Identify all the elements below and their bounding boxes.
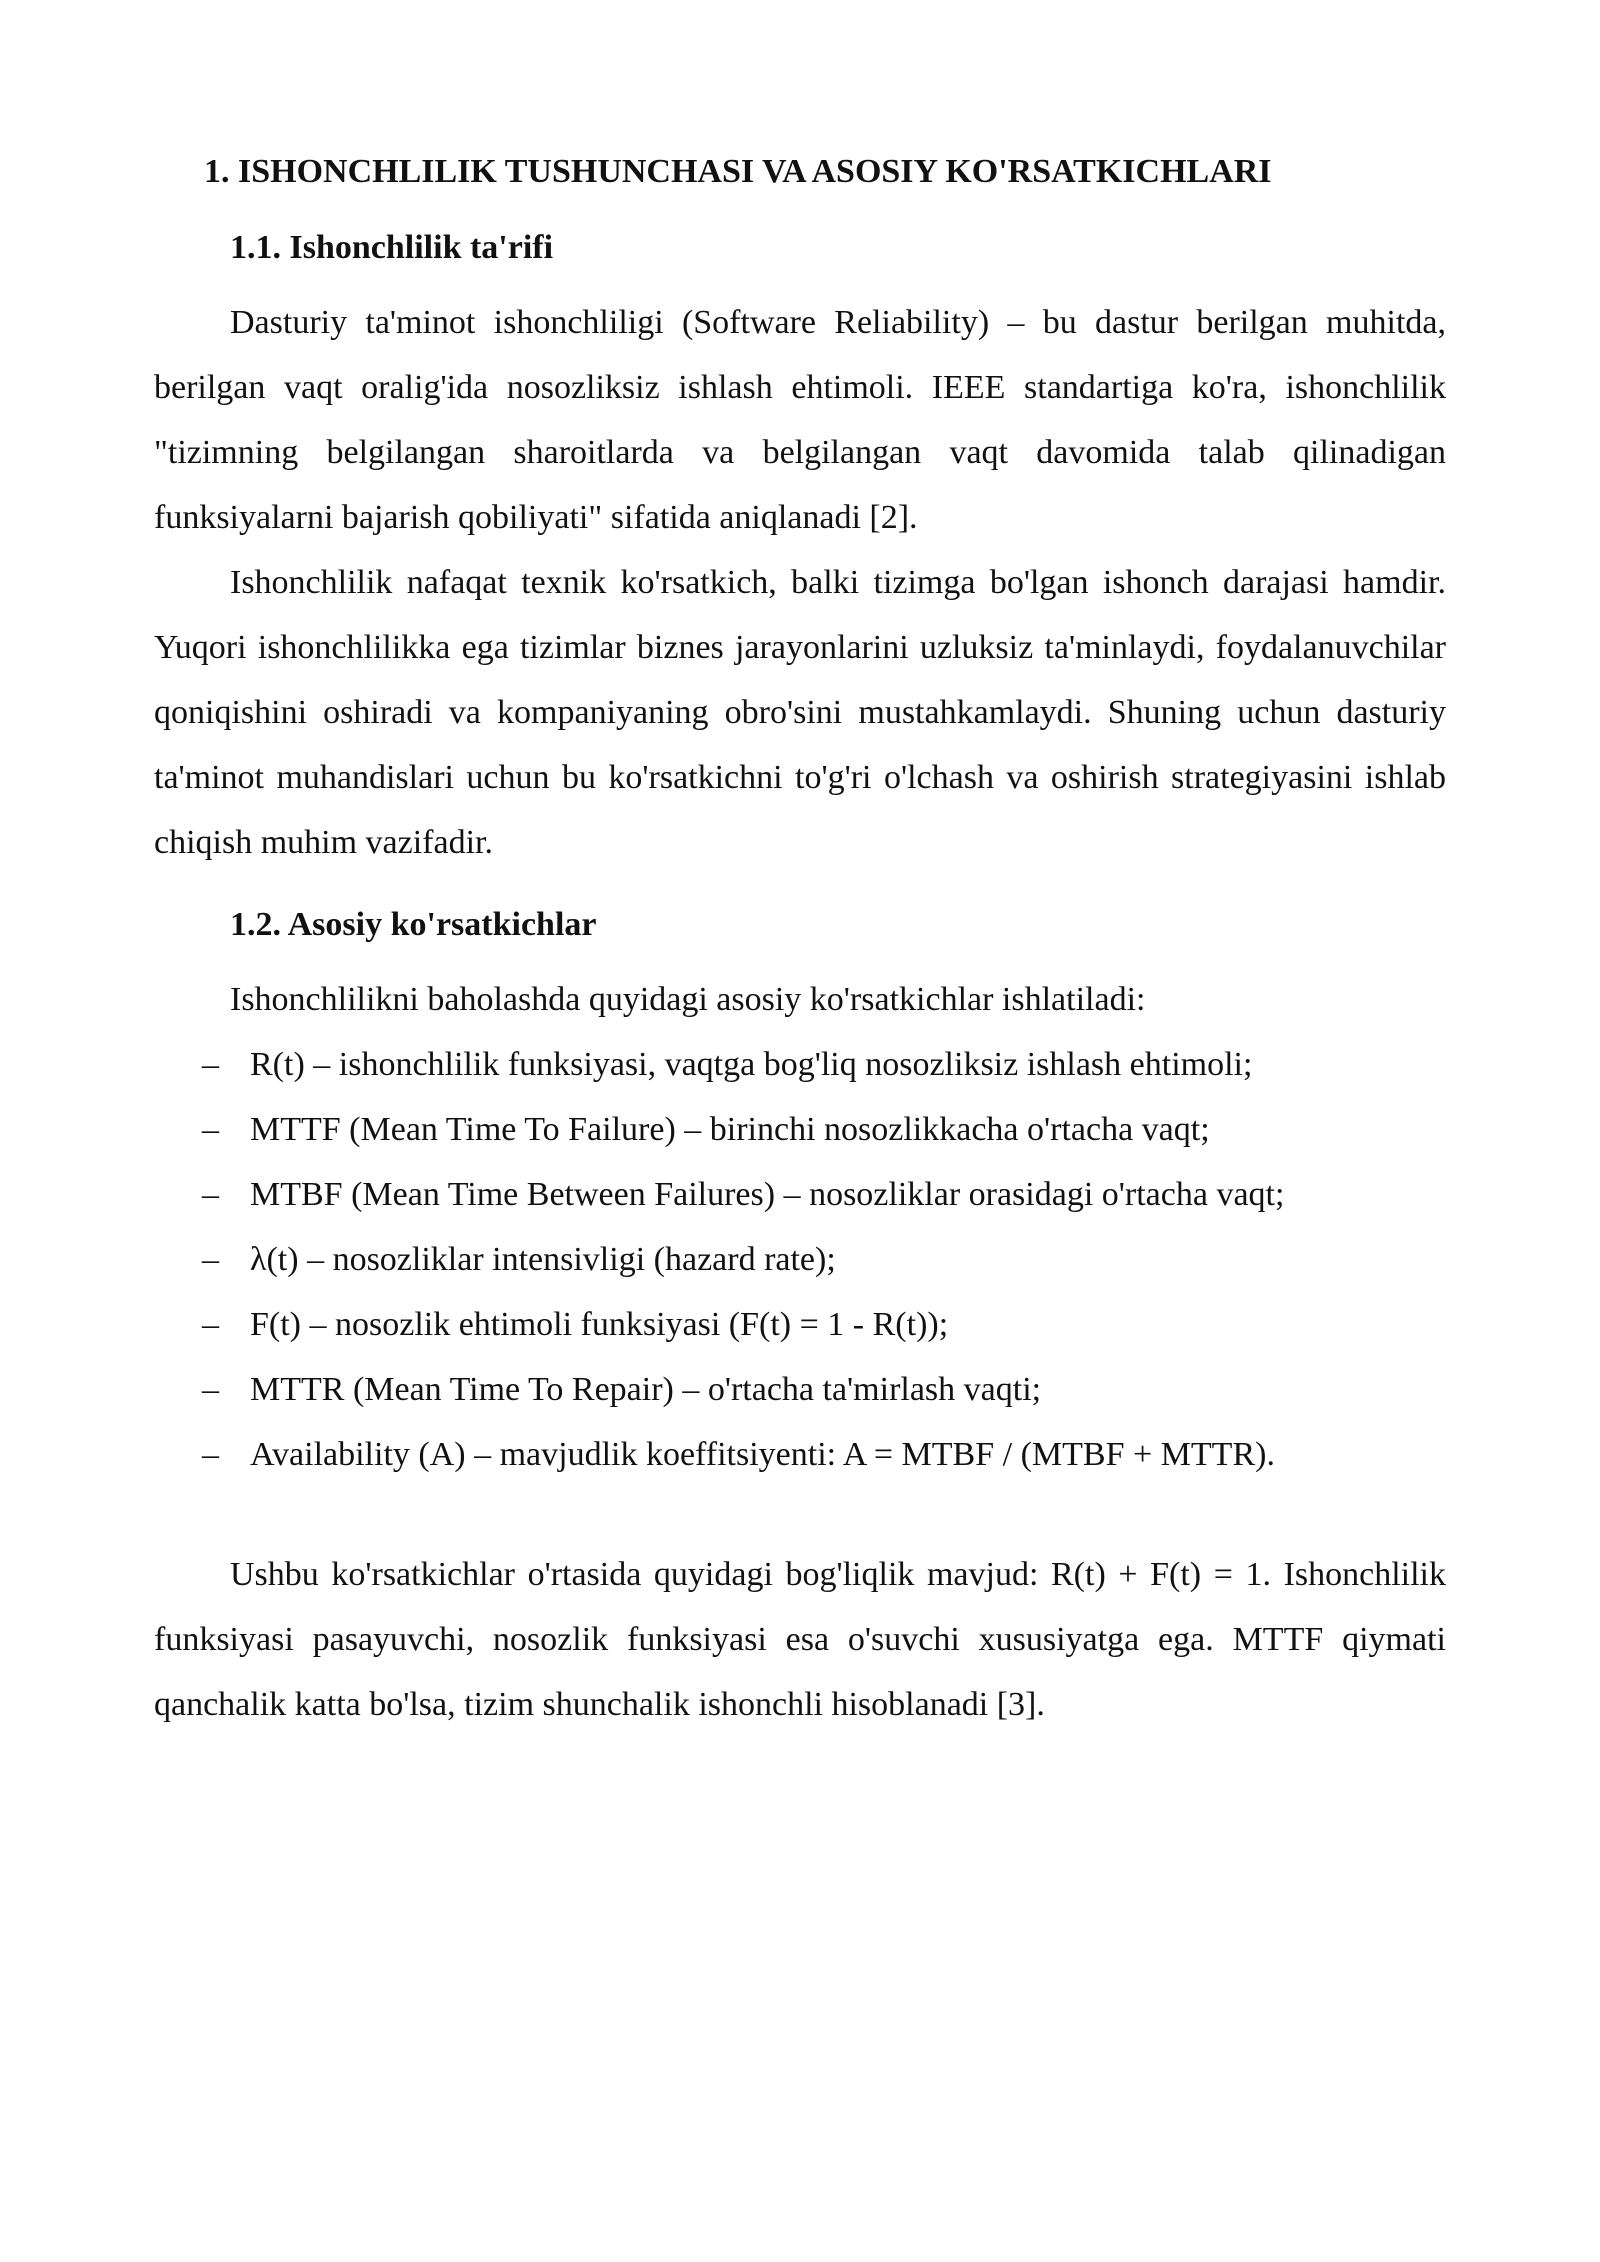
list-item (154, 1227, 1446, 1292)
bullet-dash: – (202, 1371, 219, 1408)
list-item (154, 1097, 1446, 1162)
list-item-text: MTBF (Mean Time Between Failures) – nosozliklar orasidagi o'rtacha vaqt; (250, 1176, 1285, 1213)
bullet-dash: – (202, 1436, 219, 1473)
list-item-text: λ(t) – nosozliklar intensivligi (hazard rate); (250, 1241, 836, 1278)
paragraph-importance: Ishonchlilik nafaqat texnik ko'rsatkich, balki tizimga bo'lgan ishonch darajasi hamdir. Yuqori ishonchlilikka ega tizimlar biznes jarayonlarini uzluksiz ta'minlaydi, foydalanuvchilar qoniqishini oshiradi va kompaniyaning obro'sini mustahkamlaydi. Shuning uchun dasturiy ta'minot muhandislari uchun bu ko'rsatkichni to'g'ri o'lchash va oshirish strategiyasini ishlab chiqish muhim vazifadir. (154, 564, 1446, 861)
bullet-dash: – (202, 1111, 219, 1148)
list-item-text: R(t) – ishonchlilik funksiyasi, vaqtga bog'liq nosozliksiz ishlash ehtimoli; (250, 1046, 1253, 1083)
list-item (154, 1162, 1446, 1227)
indicators-intro: Ishonchlilikni baholashda quyidagi asosiy ko'rsatkichlar ishlatiladi: (230, 981, 1146, 1018)
list-item (154, 1292, 1446, 1357)
paragraph-closing: Ushbu ko'rsatkichlar o'rtasida quyidagi bog'liqlik mavjud: R(t) + F(t) = 1. Ishonchlilik funksiyasi pasayuvchi, nosozlik funksiyasi esa o'suvchi xususiyatga ega. MTTF qiymati qanchalik katta bo'lsa, tizim shunchalik ishonchli hisoblanadi [3]. (154, 1556, 1446, 1723)
bullet-dash: – (202, 1241, 219, 1278)
list-item-text: Availability (A) – mavjudlik koeffitsiyenti: A = MTBF / (MTBF + MTTR). (250, 1436, 1275, 1473)
section-title: 1. ISHONCHLILIK TUSHUNCHASI VA ASOSIY KO'RSATKICHLARI (204, 153, 1272, 190)
blank-line (154, 1487, 1446, 1542)
list-item (154, 1422, 1446, 1487)
bullet-dash: – (202, 1306, 219, 1343)
list-item (154, 1357, 1446, 1422)
list-item (154, 1032, 1446, 1097)
list-item-text: F(t) – nosozlik ehtimoli funksiyasi (F(t) = 1 - R(t)); (250, 1306, 949, 1343)
indicators-list (154, 1032, 1446, 1487)
subsection-title-definition: 1.1. Ishonchlilik ta'rifi (230, 229, 554, 266)
list-item-text: MTTF (Mean Time To Failure) – birinchi nosozlikkacha o'rtacha vaqt; (250, 1111, 1210, 1148)
bullet-dash: – (202, 1176, 219, 1213)
list-item-text: MTTR (Mean Time To Repair) – o'rtacha ta'mirlash vaqti; (250, 1371, 1042, 1408)
bullet-dash: – (202, 1046, 219, 1083)
subsection-title-indicators: 1.2. Asosiy ko'rsatkichlar (230, 906, 597, 943)
paragraph-definition: Dasturiy ta'minot ishonchliligi (Software Reliability) – bu dastur berilgan muhitda, berilgan vaqt oralig'ida nosozliksiz ishlash ehtimoli. IEEE standartiga ko'ra, ishonchlilik "tizimning belgilangan sharoitlarda va belgilangan vaqt davomida talab qilinadigan funksiyalarni bajarish qobiliyati" sifatida aniqlanadi [2]. (154, 304, 1446, 536)
